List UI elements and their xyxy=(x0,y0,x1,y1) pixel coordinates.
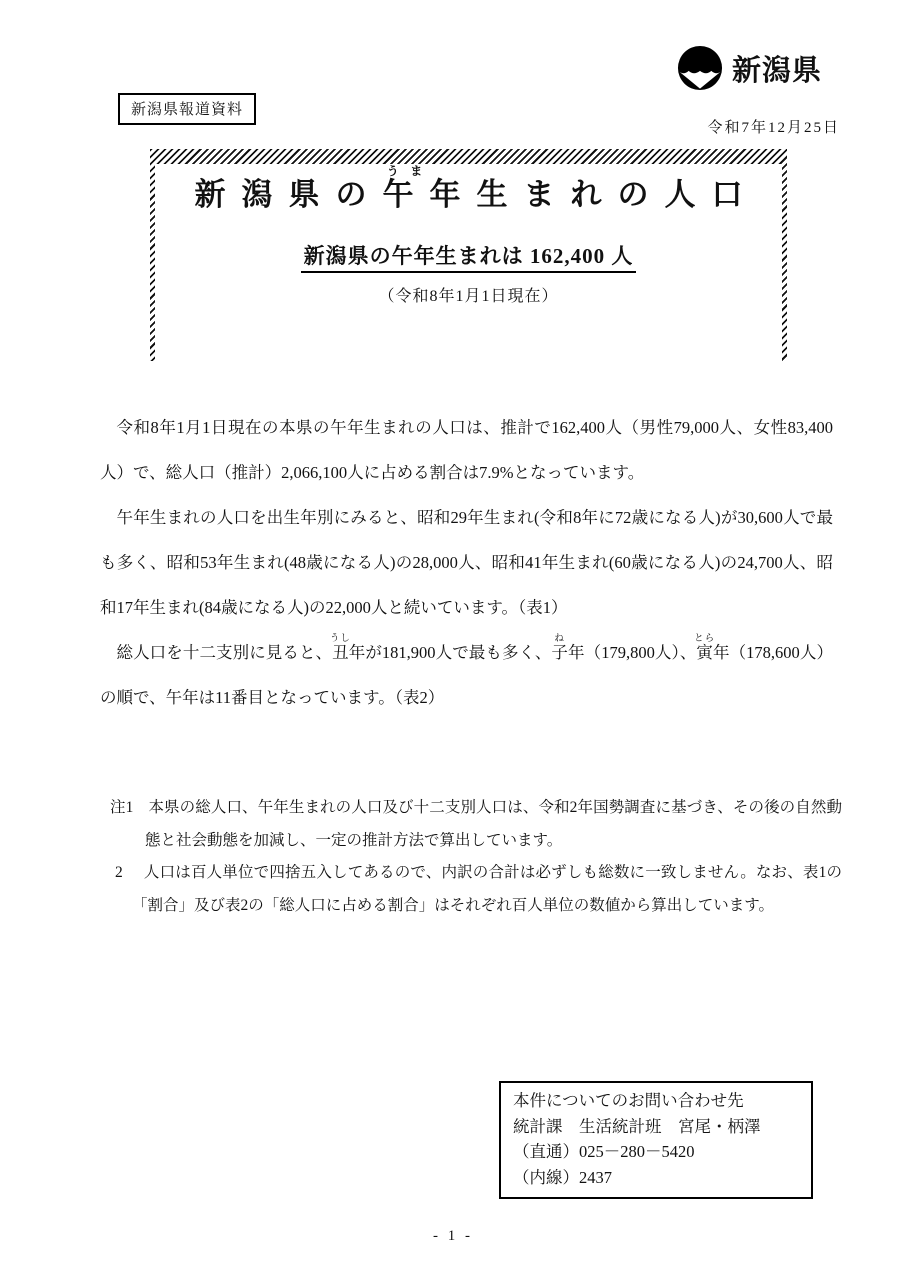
body-paragraph-3: 総人口を十二支別に見ると、丑うし年が181,900人で最も多く、子ね年（179,800人）、寅とら年（178,600人）の順で、午年は11番目となっています。（表2） xyxy=(100,634,833,707)
ushi-furigana: うし xyxy=(329,634,351,644)
contact-box xyxy=(499,1081,813,1199)
uma-furigana: うま xyxy=(382,164,430,178)
page-number: - 1 - xyxy=(433,1228,473,1244)
note-2 xyxy=(115,857,842,922)
headline xyxy=(155,240,782,270)
note-1-label: 注1 xyxy=(110,799,134,816)
note-1 xyxy=(110,792,842,857)
contact-section: 統計課 生活統計班 宮尾・柄澤 xyxy=(513,1116,761,1136)
uma-ruby: 午うま xyxy=(382,164,430,212)
title-box xyxy=(150,149,787,361)
headline-text: 新潟県の午年生まれは 162,400 人 xyxy=(301,244,637,273)
niigata-prefecture-symbol-icon xyxy=(677,45,723,91)
title-text: 年生まれの人口 xyxy=(429,177,759,212)
title-text: 新潟県の xyxy=(194,177,383,212)
body-paragraph-2: 午年生まれの人口を出生年別にみると、昭和29年生まれ(令和8年に72歳になる人)が30,600人で最も多く、昭和53年生まれ(48歳になる人)の28,000人、昭和41年生まれ(60歳になる人)の24,700人、昭和17年生まれ(84歳になる人)の22,000人と続いています。（表1） xyxy=(100,508,833,617)
ne-ruby: 子ね xyxy=(551,634,569,662)
release-date: 令和7年12月25日 xyxy=(707,120,840,136)
prefecture-logo-text: 新潟県 xyxy=(731,54,822,87)
tora-ruby: 寅とら xyxy=(694,634,716,662)
contact-phone-ext: （内線）2437 xyxy=(513,1167,612,1187)
body-text xyxy=(100,405,833,720)
document-title xyxy=(155,164,782,219)
note-1-text: 本県の総人口、午年生まれの人口及び十二支別人口は、令和2年国勢調査に基づき、その後の自然動態と社会動態を加減し、一定の推計方法で算出しています。 xyxy=(145,799,842,849)
prefecture-logo-block xyxy=(677,45,822,91)
note-2-label: 2 xyxy=(115,864,123,881)
note-2-text: 人口は百人単位で四捨五入してあるので、内訳の合計は必ずしも総数に一致しません。なお、表1の「割合」及び表2の「総人口に占める割合」はそれぞれ百人単位の数値から算出しています。 xyxy=(132,864,842,914)
notes-section xyxy=(110,792,842,922)
as-of-date: （令和8年1月1日現在） xyxy=(378,288,559,306)
body-paragraph-1: 令和8年1月1日現在の本県の午年生まれの人口は、推計で162,400人（男性79,000人、女性83,400人）で、総人口（推計）2,066,100人に占める割合は7.9%となっています。 xyxy=(100,418,833,482)
press-material-label-box xyxy=(118,93,256,125)
contact-phone-direct: （直通）025－280－5420 xyxy=(513,1142,695,1161)
tora-furigana: とら xyxy=(694,634,716,644)
contact-heading: 本件についてのお問い合わせ先 xyxy=(513,1091,744,1110)
press-material-label: 新潟県報道資料 xyxy=(131,102,244,118)
ushi-ruby: 丑うし xyxy=(329,634,351,662)
ne-furigana: ね xyxy=(551,634,568,644)
